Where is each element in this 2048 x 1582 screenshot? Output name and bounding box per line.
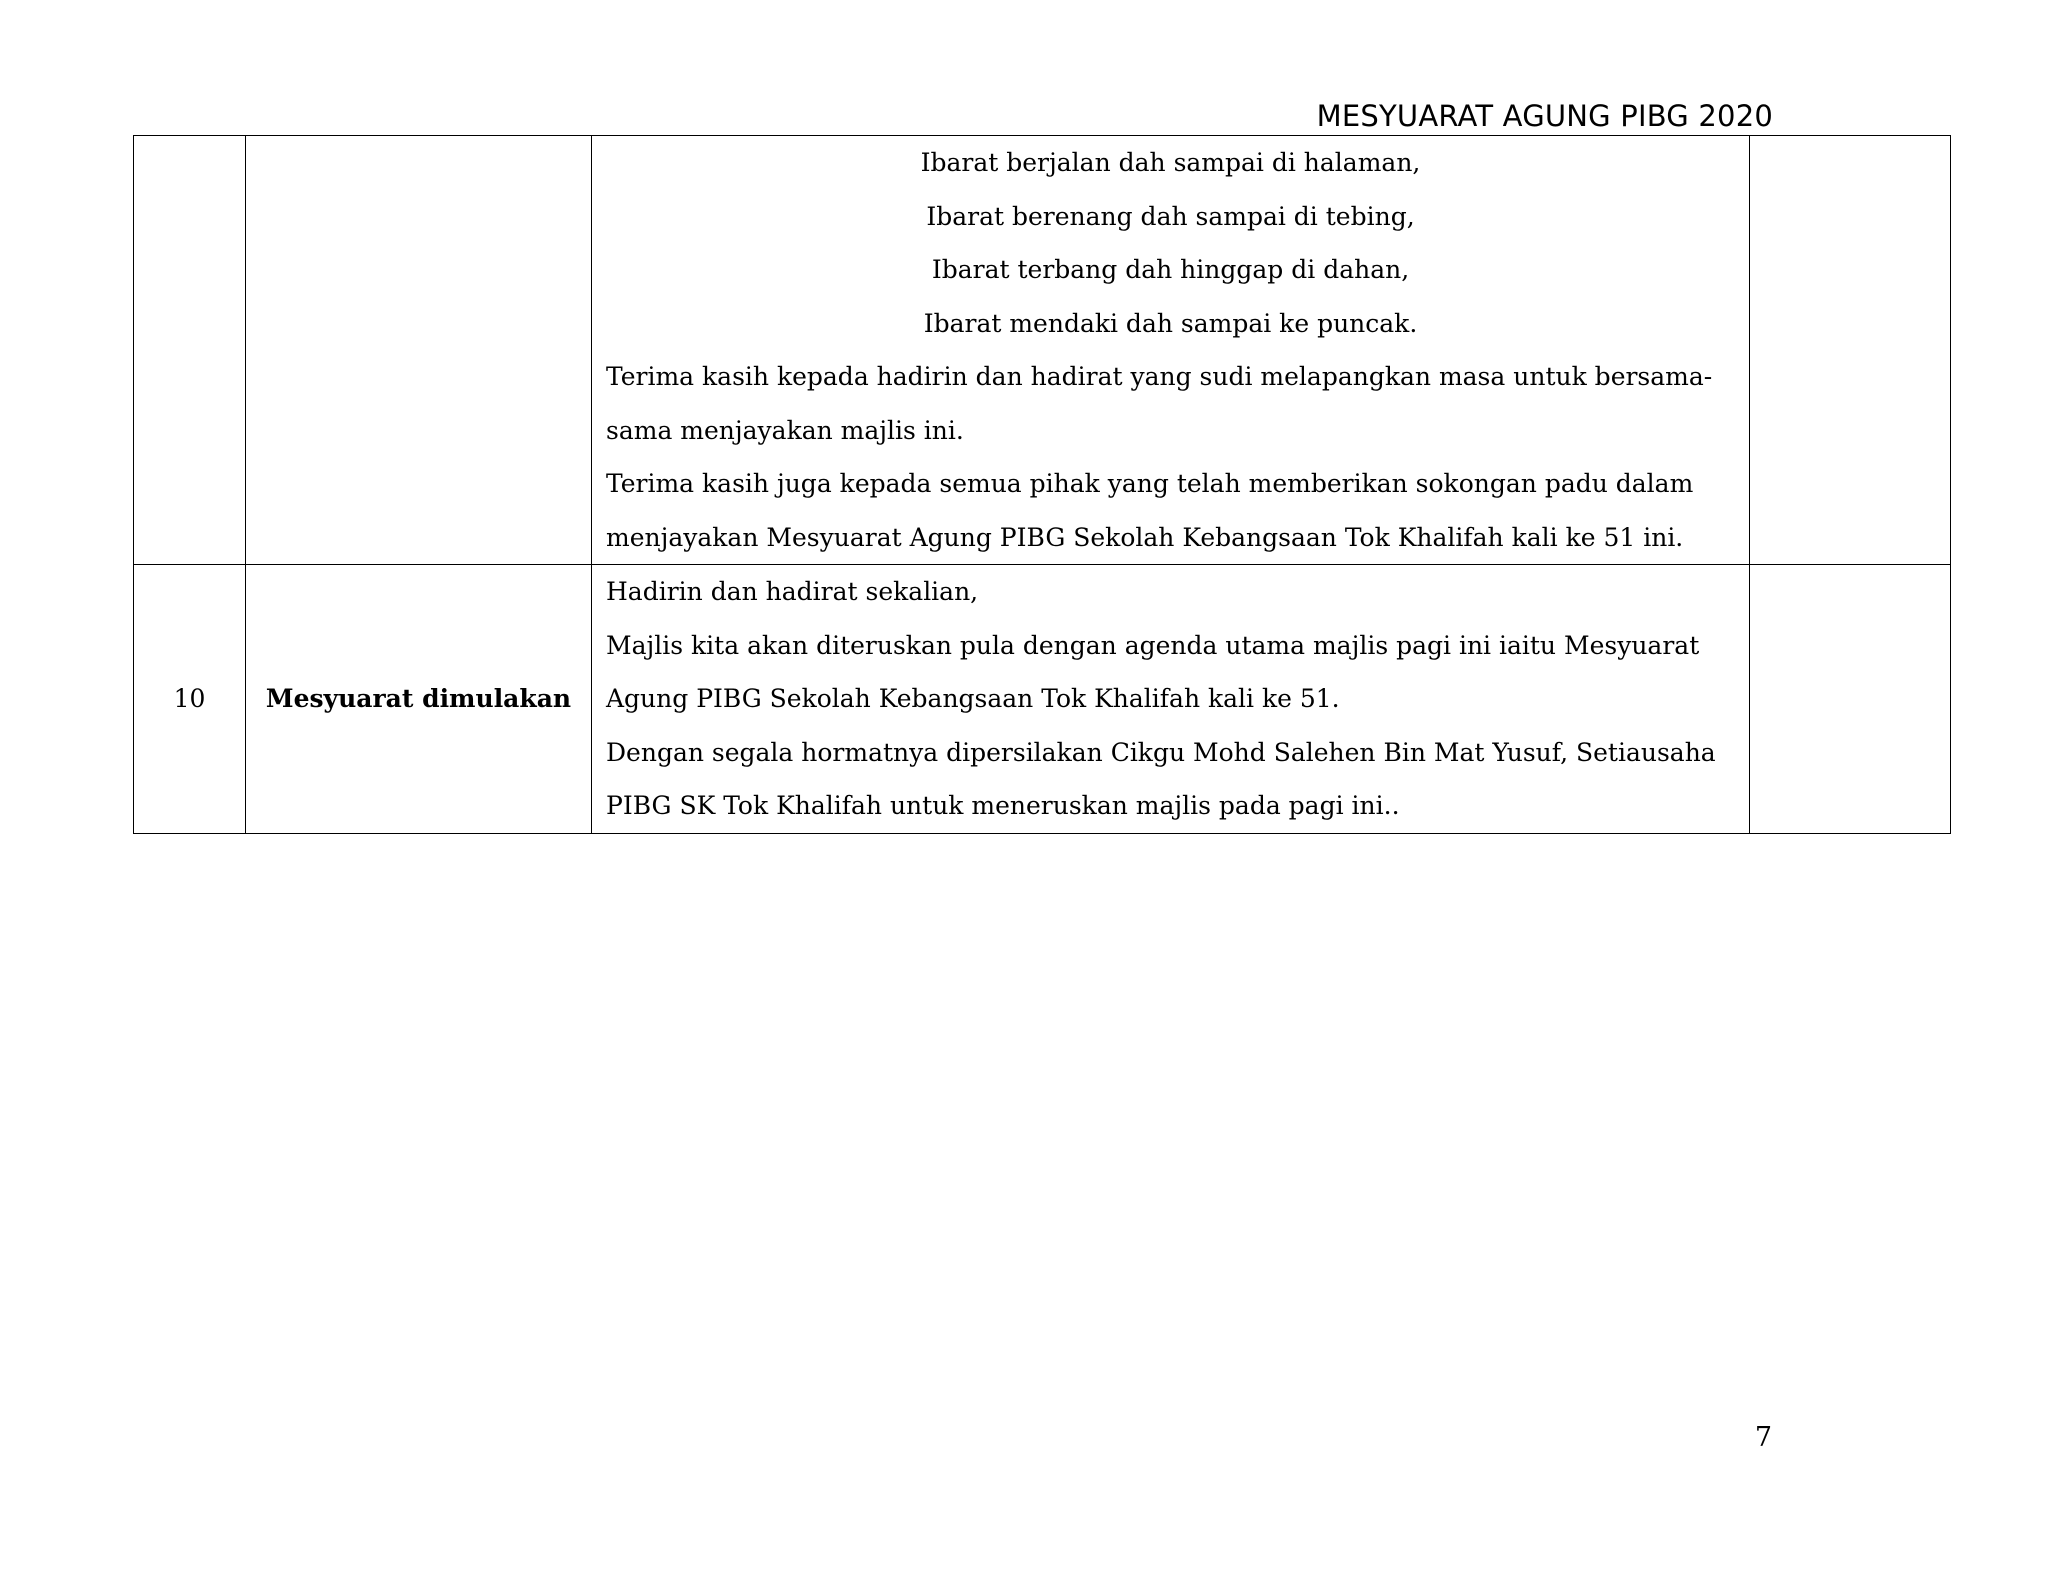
page-header-title: MESYUARAT AGUNG PIBG 2020	[1316, 99, 1773, 133]
notes-cell	[1750, 565, 1951, 834]
notes-cell	[1750, 136, 1951, 565]
script-text-cell	[592, 136, 1750, 565]
pantun-line: Ibarat terbang dah hinggap di dahan,	[931, 255, 1410, 284]
script-line: sama menjayakan majlis ini.	[606, 415, 964, 445]
agenda-item-cell	[246, 136, 592, 565]
pantun-line: Ibarat mendaki dah sampai ke puncak.	[923, 308, 1418, 338]
script-line: Majlis kita akan diteruskan pula dengan agenda utama majlis pagi ini iaitu Mesyuarat	[606, 630, 1700, 660]
script-line: PIBG SK Tok Khalifah untuk meneruskan majlis pada pagi ini..	[606, 791, 1400, 820]
script-line: Hadirin dan hadirat sekalian,	[606, 577, 979, 606]
pantun-line: Ibarat berenang dah sampai di tebing,	[926, 201, 1415, 231]
page-number: 7	[1754, 1422, 1772, 1453]
agenda-item-cell: Mesyuarat dimulakan	[246, 565, 592, 834]
script-line: Dengan segala hormatnya dipersilakan Cikgu Mohd Salehen Bin Mat Yusuf, Setiausaha	[606, 737, 1716, 767]
script-line: Terima kasih juga kepada semua pihak yang telah memberikan sokongan padu dalam	[606, 469, 1694, 498]
script-line: Terima kasih kepada hadirin dan hadirat yang sudi melapangkan masa untuk bersama-	[606, 362, 1713, 391]
script-line: Agung PIBG Sekolah Kebangsaan Tok Khalifah kali ke 51.	[606, 684, 1340, 713]
agenda-table	[133, 135, 1951, 834]
row-number-cell	[134, 136, 246, 565]
table-row	[134, 565, 1951, 834]
script-text-cell	[592, 565, 1750, 834]
row-number-cell: 10	[134, 565, 246, 834]
script-line: menjayakan Mesyuarat Agung PIBG Sekolah Kebangsaan Tok Khalifah kali ke 51 ini.	[606, 522, 1684, 552]
pantun-line: Ibarat berjalan dah sampai di halaman,	[920, 148, 1421, 177]
table-row	[134, 136, 1951, 565]
